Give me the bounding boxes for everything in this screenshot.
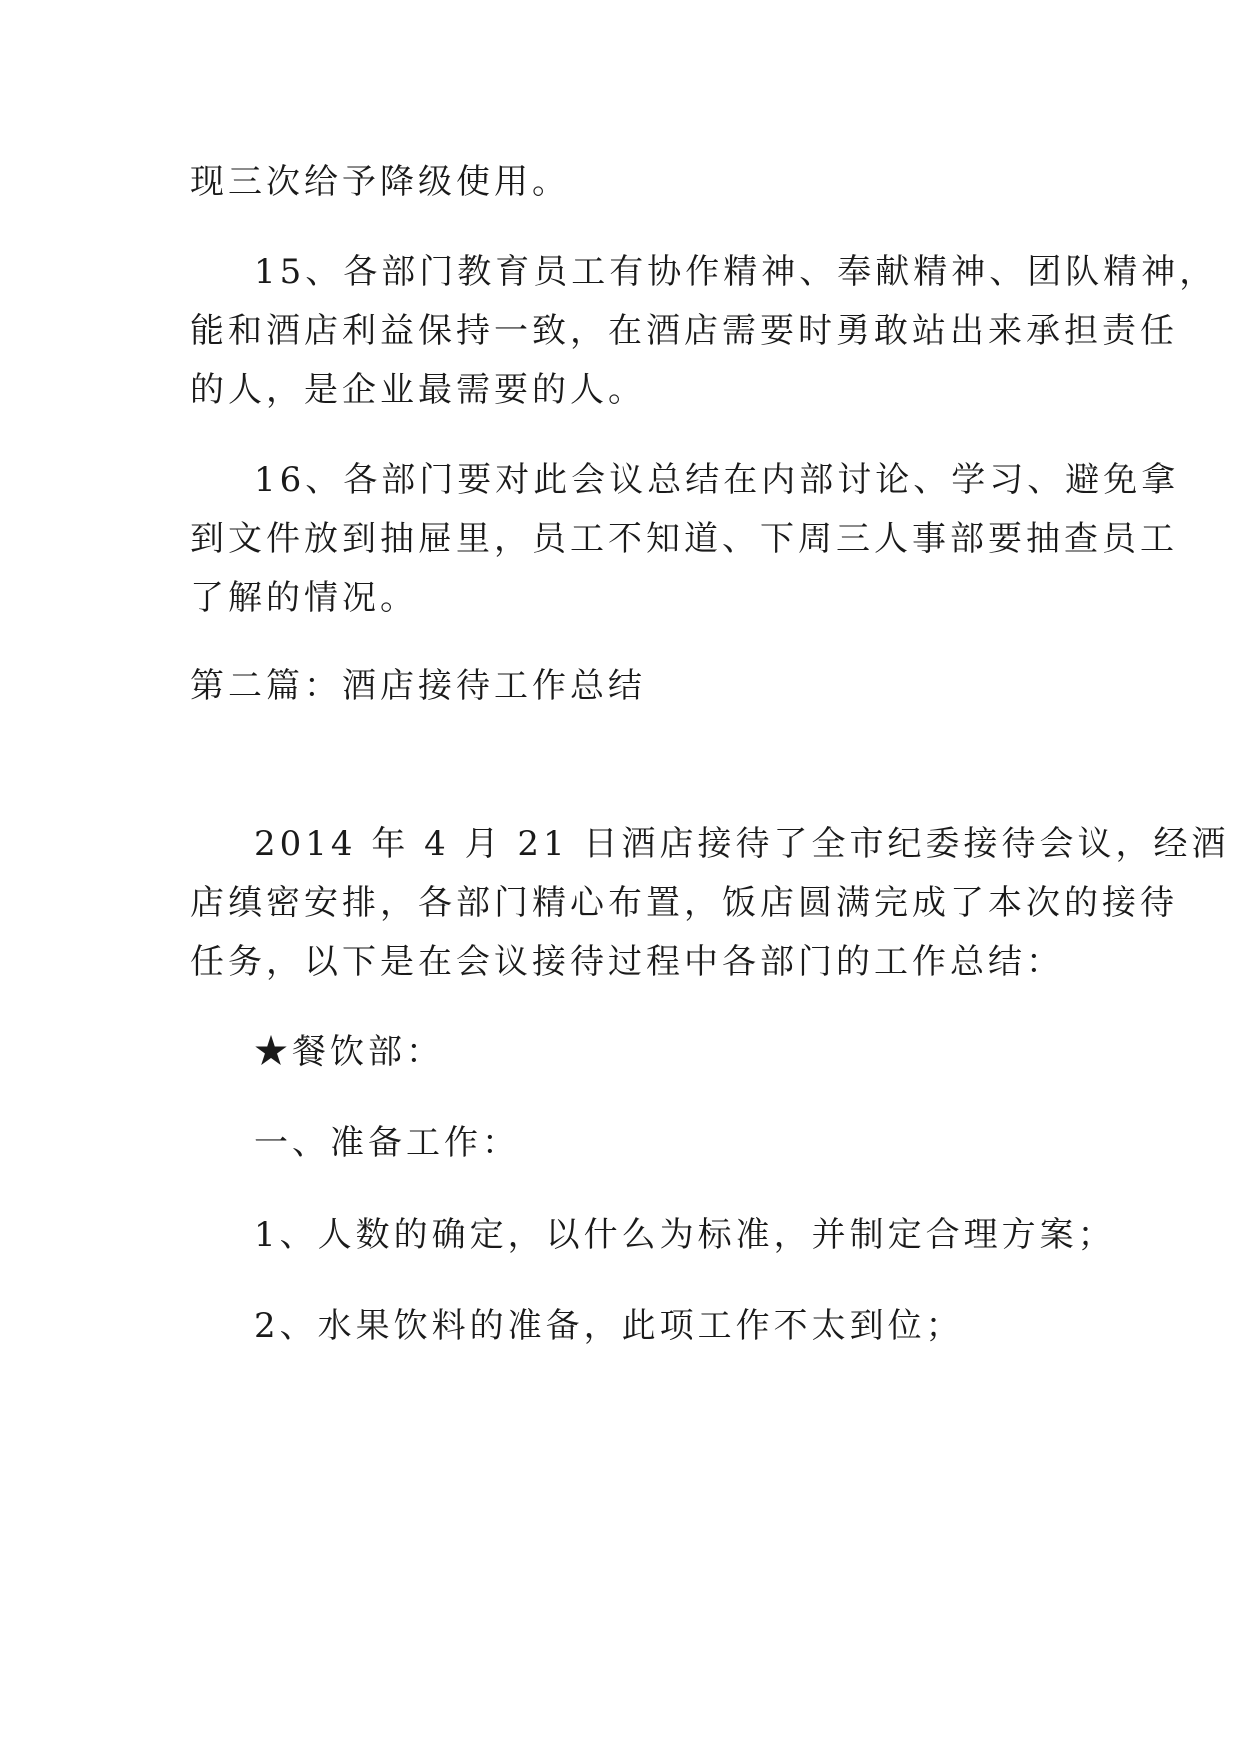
section-title: 第二篇：酒店接待工作总结 (190, 666, 646, 706)
paragraph-line: 了解的情况。 (190, 578, 418, 618)
paragraph-line: 2014 年 4 月 21 日酒店接待了全市纪委接待会议，经酒 (254, 824, 1230, 864)
subsection-heading: 一、准备工作： (254, 1123, 520, 1163)
paragraph-line: 任务，以下是在会议接待过程中各部门的工作总结： (190, 942, 1064, 982)
paragraph-line: 15、各部门教育员工有协作精神、奉献精神、团队精神， (254, 252, 1218, 292)
paragraph-line: 16、各部门要对此会议总结在内部讨论、学习、避免拿 (254, 460, 1180, 500)
paragraph-line: 现三次给予降级使用。 (190, 162, 570, 202)
paragraph-line: 店缜密安排，各部门精心布置，饭店圆满完成了本次的接待 (190, 883, 1178, 923)
list-item: 2、水果饮料的准备，此项工作不太到位； (254, 1306, 964, 1346)
paragraph-line: 到文件放到抽屉里，员工不知道、下周三人事部要抽查员工 (190, 519, 1178, 559)
list-item: 1、人数的确定，以什么为标准，并制定合理方案； (254, 1215, 1116, 1255)
paragraph-line: 的人，是企业最需要的人。 (190, 370, 646, 410)
paragraph-line: 能和酒店利益保持一致，在酒店需要时勇敢站出来承担责任 (190, 311, 1178, 351)
subsection-heading: ★餐饮部： (254, 1032, 444, 1072)
